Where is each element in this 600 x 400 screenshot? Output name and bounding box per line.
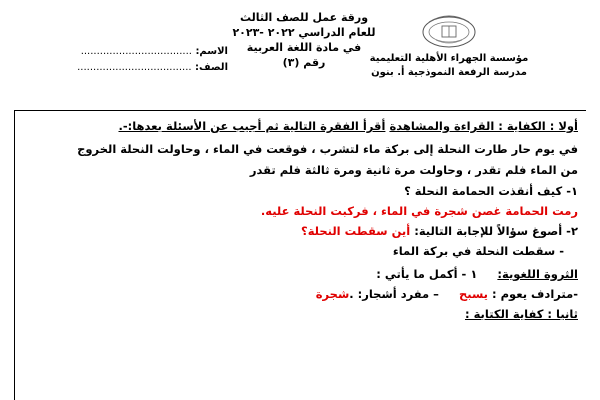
name-blank[interactable]: ................................... <box>80 46 192 57</box>
vocab-instruction: ١ - أكمل ما يأتي : <box>376 267 478 281</box>
answer-2: أين سقطت النحلة؟ <box>301 224 411 238</box>
question-2-given: - سقطت النحلة في بركة الماء <box>392 244 564 258</box>
name-label: الاسم: <box>195 46 228 57</box>
section1-heading-line <box>22 116 578 136</box>
section2-heading-line <box>22 304 578 324</box>
worksheet-number: رقم (٣) <box>282 56 326 69</box>
student-fields <box>28 44 228 76</box>
class-blank[interactable]: .................................... <box>77 62 192 73</box>
question-2-prefix: ٢- أصوغ سؤالاً للإجابة التالية: <box>414 224 578 238</box>
header-divider <box>14 110 586 111</box>
vocab-answers <box>22 284 578 304</box>
vocab-line <box>22 264 578 284</box>
school-logo-icon <box>420 10 478 50</box>
question-2 <box>22 221 578 241</box>
singular-label: – مفرد أشجار: . <box>349 287 439 301</box>
worksheet-content <box>22 116 578 324</box>
passage-line-1: في يوم حار طارت النحلة إلى بركة ماء لتشرب ، فوقعت في الماء ، وحاولت النحلة الخروج <box>77 142 578 156</box>
section1-instruction: أقرأ الفقرة التالية ثم أجيب عن الأسئلة بعدها:-. <box>118 119 386 133</box>
synonym-label: -مترادف يعوم : <box>492 287 578 301</box>
name-field[interactable] <box>28 44 228 60</box>
subject: في مادة اللغة العربية <box>246 41 362 54</box>
synonym-answer: يسبح <box>458 287 488 301</box>
vocab-heading: الثروة اللغوية: <box>497 267 578 281</box>
worksheet-title: ورقة عمل للصف الثالث <box>239 11 369 24</box>
section2-heading: ثانيا : كفاية الكتابة : <box>464 307 578 321</box>
worksheet-header <box>8 4 592 108</box>
singular-answer: شجرة <box>315 287 350 301</box>
class-field[interactable] <box>28 60 228 76</box>
worksheet-title-block <box>222 10 386 70</box>
section1-heading: أولا : الكفاية : القراءة والمشاهدة <box>389 119 578 133</box>
question-1: ١- كيف أنقذت الحمامة النحلة ؟ <box>404 184 578 198</box>
passage-line-2: من الماء فلم تقدر ، وحاولت مرة ثانية ومرة ثالثة فلم تقدر <box>249 163 578 177</box>
school-foundation-name: مؤسسة الجهراء الأهلية التعليمية <box>369 53 529 64</box>
answer-1: رمت الحمامة غصن شجرة في الماء ، فركبت النحلة عليه. <box>260 204 578 218</box>
academic-year: للعام الدراسي ٢٠٢٢ -٢٠٢٣ <box>232 26 376 39</box>
page-frame-left <box>14 110 15 400</box>
class-label: الصف: <box>195 62 228 73</box>
school-name: مدرسة الرفعة النموذجية أ. بنون <box>371 67 527 78</box>
